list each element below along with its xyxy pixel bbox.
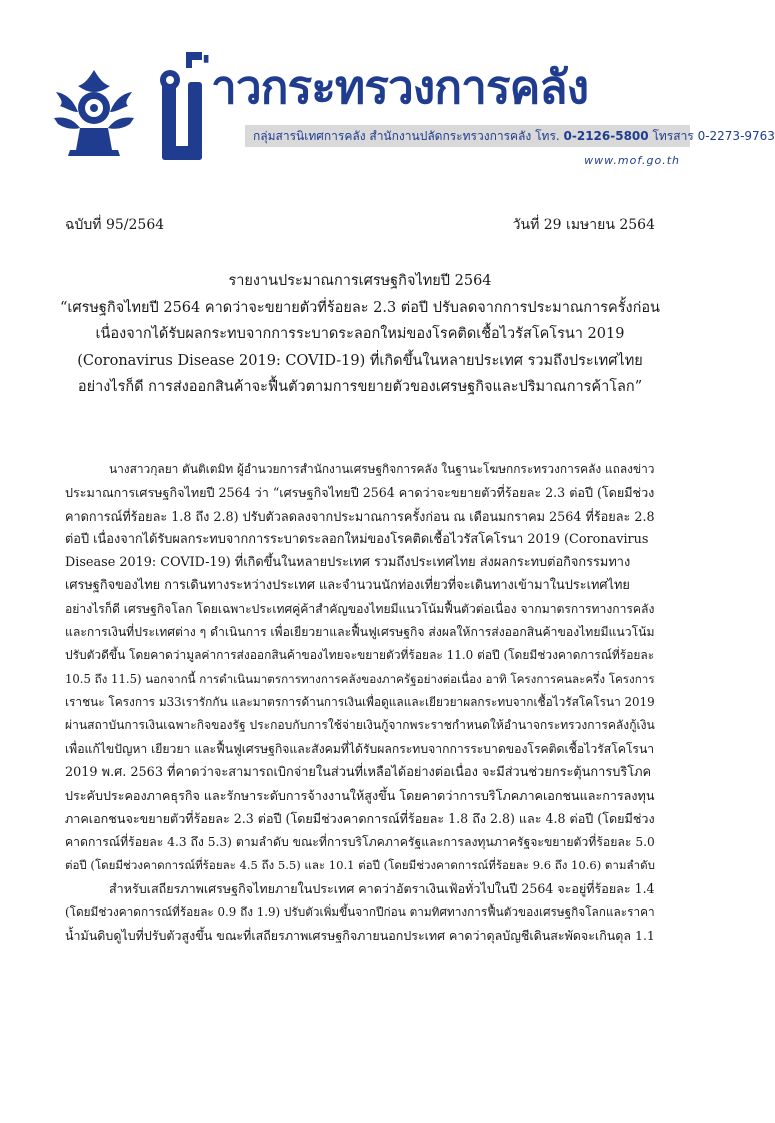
body-text	[65, 458, 655, 947]
issue-number: ฉบับที่ 95/2564	[65, 217, 165, 233]
body-line: และการเงินที่ประเทศต่าง ๆ ดำเนินการ เพื่อเยียวยาและฟื้นฟูเศรษฐกิจ ส่งผลให้การส่งออกสินค้าของไทยมีแนวโน้ม	[65, 625, 655, 640]
body-line: ผ่านสถาบันการเงินเฉพาะกิจของรัฐ ประกอบกับการใช้จ่ายเงินกู้จากพระราชกำหนดให้อำนาจกระทรวงการคลังกู้เงิน	[65, 718, 655, 733]
title-line-1: รายงานประมาณการเศรษฐกิจไทยปี 2564	[228, 273, 492, 289]
ministry-emblem-icon	[50, 62, 138, 157]
contact-phone: 0-2126-5800	[563, 129, 649, 143]
masthead	[40, 42, 775, 172]
brand-initial-icon	[158, 52, 204, 164]
body-line: เพื่อแก้ไขปัญหา เยียวยา และฟื้นฟูเศรษฐกิจและสังคมที่ได้รับผลกระทบจากการระบาดของโรคติดเชื้อไวรัสโคโรนา	[65, 741, 655, 756]
body-line: เราชนะ โครงการ ม33เรารักกัน และมาตรการด้านการเงินเพื่อดูแลและเยียวยาผลกระทบจากเชื้อไวรัสโคโรนา 2019	[65, 694, 655, 709]
body-line: คาดการณ์ที่ร้อยละ 1.8 ถึง 2.8) ปรับตัวลดลงจากประมาณการครั้งก่อน ณ เดือนมกราคม 2564 ที่ร้อยละ 2.8	[65, 508, 655, 524]
title-line-5: อย่างไรก็ดี การส่งออกสินค้าจะฟื้นตัวตามการขยายตัวของเศรษฐกิจและปริมาณการค้าโลก”	[77, 379, 643, 395]
body-line: อย่างไรก็ดี เศรษฐกิจโลก โดยเฉพาะประเทศคู่ค้าสำคัญของไทยมีแนวโน้มฟื้นตัวต่อเนื่อง จากมาตรการทางการคลัง	[65, 601, 655, 616]
contact-text-a: กลุ่มสารนิเทศการคลัง สำนักงานปลัดกระทรวงการคลัง โทร.	[253, 129, 564, 143]
release-date: วันที่ 29 เมษายน 2564	[512, 217, 655, 233]
body-line: 10.5 ถึง 11.5) นอกจากนี้ การดำเนินมาตรการทางการคลังของภาครัฐอย่างต่อเนื่อง อาทิ โครงการคนละครึ่ง โครงการ	[65, 671, 655, 686]
body-line: น้ำมันดิบดูไบที่ปรับตัวสูงขึ้น ขณะที่เสถียรภาพเศรษฐกิจภายนอกประเทศ คาดว่าดุลบัญชีเดินสะพัดจะเกินดุล 1.1	[65, 927, 655, 943]
body-line: ปรับตัวดีขึ้น โดยคาดว่ามูลค่าการส่งออกสินค้าของไทยจะขยายตัวที่ร้อยละ 11.0 ต่อปี (โดยมีช่วงคาดการณ์ที่ร้อยละ	[65, 648, 655, 663]
body-line: นางสาวกุลยา ตันติเตมิท ผู้อำนวยการสำนักงานเศรษฐกิจการคลัง ในฐานะโฆษกกระทรวงการคลัง แถลงข่าว	[109, 462, 655, 476]
body-line: ภาคเอกชนจะขยายตัวที่ร้อยละ 2.3 ต่อปี (โดยมีช่วงคาดการณ์ที่ร้อยละ 1.8 ถึง 2.8) และ 4.8 ต่อปี (โดยมีช่วง	[65, 811, 655, 827]
body-line: Disease 2019: COVID-19) ที่เกิดขึ้นในหลายประเทศ รวมถึงประเทศไทย ส่งผลกระทบต่อกิจกรรมทาง	[65, 555, 631, 571]
body-line: ต่อปี เนื่องจากได้รับผลกระทบจากการระบาดระลอกใหม่ของโรคติดเชื้อไวรัสโคโรนา 2019 (Coronavirus	[65, 531, 649, 547]
body-line: ต่อปี (โดยมีช่วงคาดการณ์ที่ร้อยละ 4.5 ถึง 5.5) และ 10.1 ต่อปี (โดยมีช่วงคาดการณ์ที่ร้อยละ 9.6 ถึง 10.6) ตามลำดับ	[65, 858, 655, 873]
body-line: สำหรับเสถียรภาพเศรษฐกิจไทยภายในประเทศ คาดว่าอัตราเงินเฟ้อทั่วไปในปี 2564 จะอยู่ที่ร้อยละ 1.4	[109, 881, 655, 897]
body-line: คาดการณ์ที่ร้อยละ 4.3 ถึง 5.3) ตามลำดับ ขณะที่การบริโภคภาครัฐและการลงทุนภาครัฐจะขยายตัวที่ร้อยละ 5.0	[65, 834, 655, 849]
title-line-3: เนื่องจากได้รับผลกระทบจากการระบาดระลอกใหม่ของโรคติดเชื้อไวรัสโคโรนา 2019	[95, 326, 625, 342]
brand-title: ่าวกระทรวงการคลัง	[212, 60, 589, 114]
contact-bar	[245, 125, 775, 147]
website-link[interactable]: www.mof.go.th	[584, 154, 680, 167]
body-line: ประมาณการเศรษฐกิจไทยปี 2564 ว่า “เศรษฐกิจไทยปี 2564 คาดว่าจะขยายตัวที่ร้อยละ 2.3 ต่อปี (โดยมีช่วง	[65, 485, 655, 501]
body-line: ประคับประคองภาคธุรกิจ และรักษาระดับการจ้างงานให้สูงขึ้น โดยคาดว่าการบริโภคภาคเอกชนและการลงทุน	[65, 788, 655, 804]
contact-text-b: โทรสาร 0-2273-9763	[648, 129, 775, 143]
body-line: เศรษฐกิจของไทย การเดินทางระหว่างประเทศ และจำนวนนักท่องเที่ยวที่จะเดินทางเข้ามาในประเทศไทย	[65, 578, 630, 594]
title-line-4: (Coronavirus Disease 2019: COVID-19) ที่เกิดขึ้นในหลายประเทศ รวมถึงประเทศไทย	[77, 352, 643, 369]
body-line: (โดยมีช่วงคาดการณ์ที่ร้อยละ 0.9 ถึง 1.9) ปรับตัวเพิ่มขึ้นจากปีก่อน ตามทิศทางการฟื้นตัวของเศรษฐกิจโลกและราคา	[65, 904, 655, 919]
document-title	[60, 268, 660, 401]
title-line-2: “เศรษฐกิจไทยปี 2564 คาดว่าจะขยายตัวที่ร้อยละ 2.3 ต่อปี ปรับลดจากการประมาณการครั้งก่อน	[60, 299, 660, 316]
body-line: 2019 พ.ศ. 2563 ที่คาดว่าจะสามารถเบิกจ่ายในส่วนที่เหลือได้อย่างต่อเนื่อง จะมีส่วนช่วยกระตุ้นการบริโภค	[65, 764, 652, 780]
